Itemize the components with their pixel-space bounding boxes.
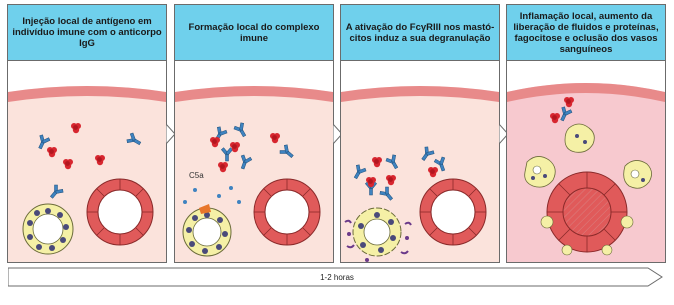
phagocyte (525, 156, 556, 187)
panel-2-title: Formação local do complexo imune (175, 5, 333, 61)
panel-2-scene (175, 62, 333, 262)
timeline-label: 1-2 horas (320, 273, 354, 282)
panel-3-title: A ativação do FcγRIII nos mastó-citos induz a sua degranulação (341, 5, 499, 61)
panel-1-title: Injeção local de antígeno em indivíduo imune com o anticorpo IgG (8, 5, 166, 61)
mast-cell (23, 204, 73, 254)
phagocyte (565, 124, 594, 152)
blood-vessel (254, 179, 320, 245)
phagocyte (624, 160, 652, 188)
panel-1 (7, 4, 167, 263)
panel-1-scene (8, 62, 166, 262)
panel-2 (174, 4, 334, 263)
c5a-label: C5a (189, 171, 204, 180)
blood-vessel (87, 179, 153, 245)
blood-vessel (420, 179, 486, 245)
panel-3 (340, 4, 500, 263)
panel-4-scene (507, 62, 665, 262)
panel-3-scene (341, 62, 499, 262)
panel-4 (506, 4, 666, 263)
panel-4-title: Inflamação local, aumento da liberação de fluidos e proteínas, fagocitose e oclusão dos vasos sanguíneos (507, 5, 665, 61)
